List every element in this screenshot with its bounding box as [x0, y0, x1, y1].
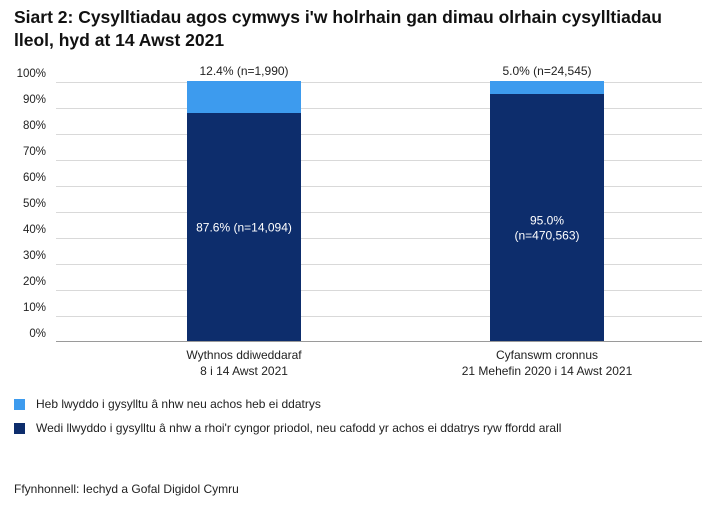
bar2-dark-label-line2: (n=470,563)	[514, 228, 580, 243]
legend-swatch-icon	[14, 399, 25, 410]
x-category-2-line1: Cyfanswm cronnus	[495, 348, 599, 362]
gridline-60	[56, 186, 702, 187]
gridline-50	[56, 212, 702, 213]
source-note: Ffynhonnell: Iechyd a Gofal Digidol Cymru	[14, 482, 239, 496]
x-category-2-line2: 21 Mehefin 2020 i 14 Awst 2021	[461, 364, 633, 378]
bar1-top-label: 12.4% (n=1,990)	[199, 64, 289, 78]
y-tick-80: 80%	[22, 120, 46, 132]
bar2-dark-label-line1: 95.0%	[529, 213, 565, 228]
y-tick-10: 10%	[22, 302, 46, 314]
legend-item-successful[interactable]	[14, 420, 714, 436]
bar-cyfanswm-cronnus[interactable]	[490, 81, 604, 341]
bar-segment-unsuccessful[interactable]	[187, 81, 301, 113]
y-tick-30: 30%	[22, 250, 46, 262]
legend-swatch-icon	[14, 423, 25, 434]
y-tick-70: 70%	[22, 146, 46, 158]
bar1-dark-label: 87.6% (n=14,094)	[196, 220, 292, 235]
gridline-20	[56, 290, 702, 291]
y-tick-90: 90%	[22, 94, 46, 106]
legend-item-unsuccessful[interactable]	[14, 396, 714, 412]
gridline-80	[56, 134, 702, 135]
y-tick-100: 100%	[16, 68, 46, 80]
chart-legend	[14, 396, 714, 444]
x-category-1-line2: 8 i 14 Awst 2021	[200, 364, 288, 378]
bar-segment-unsuccessful[interactable]	[490, 81, 604, 94]
x-category-1-line1: Wythnos ddiweddaraf	[186, 348, 302, 362]
y-tick-20: 20%	[22, 276, 46, 288]
x-axis-line	[56, 341, 702, 342]
gridline-100	[56, 82, 702, 83]
bar-wythnos-ddiweddaraf[interactable]	[187, 81, 301, 341]
y-tick-60: 60%	[22, 172, 46, 184]
gridline-90	[56, 108, 702, 109]
page-title: Siart 2: Cysylltiadau agos cymwys i'w holrhain gan dimau olrhain cysylltiadau lleol, hyd at 14 Awst 2021	[14, 7, 662, 50]
plot-grid	[56, 64, 702, 378]
y-axis-labels	[0, 68, 52, 342]
y-tick-0: 0%	[29, 328, 46, 340]
y-tick-50: 50%	[22, 198, 46, 210]
gridline-30	[56, 264, 702, 265]
gridline-40	[56, 238, 702, 239]
legend-label-unsuccessful: Heb lwyddo i gysylltu â nhw neu achos heb ei ddatrys	[36, 397, 321, 411]
gridline-10	[56, 316, 702, 317]
y-tick-40: 40%	[22, 224, 46, 236]
gridline-70	[56, 160, 702, 161]
legend-label-successful: Wedi llwyddo i gysylltu â nhw a rhoi'r cyngor priodol, neu cafodd yr achos ei ddatrys ryw ffordd arall	[36, 421, 562, 436]
bar2-top-label: 5.0% (n=24,545)	[502, 64, 592, 78]
